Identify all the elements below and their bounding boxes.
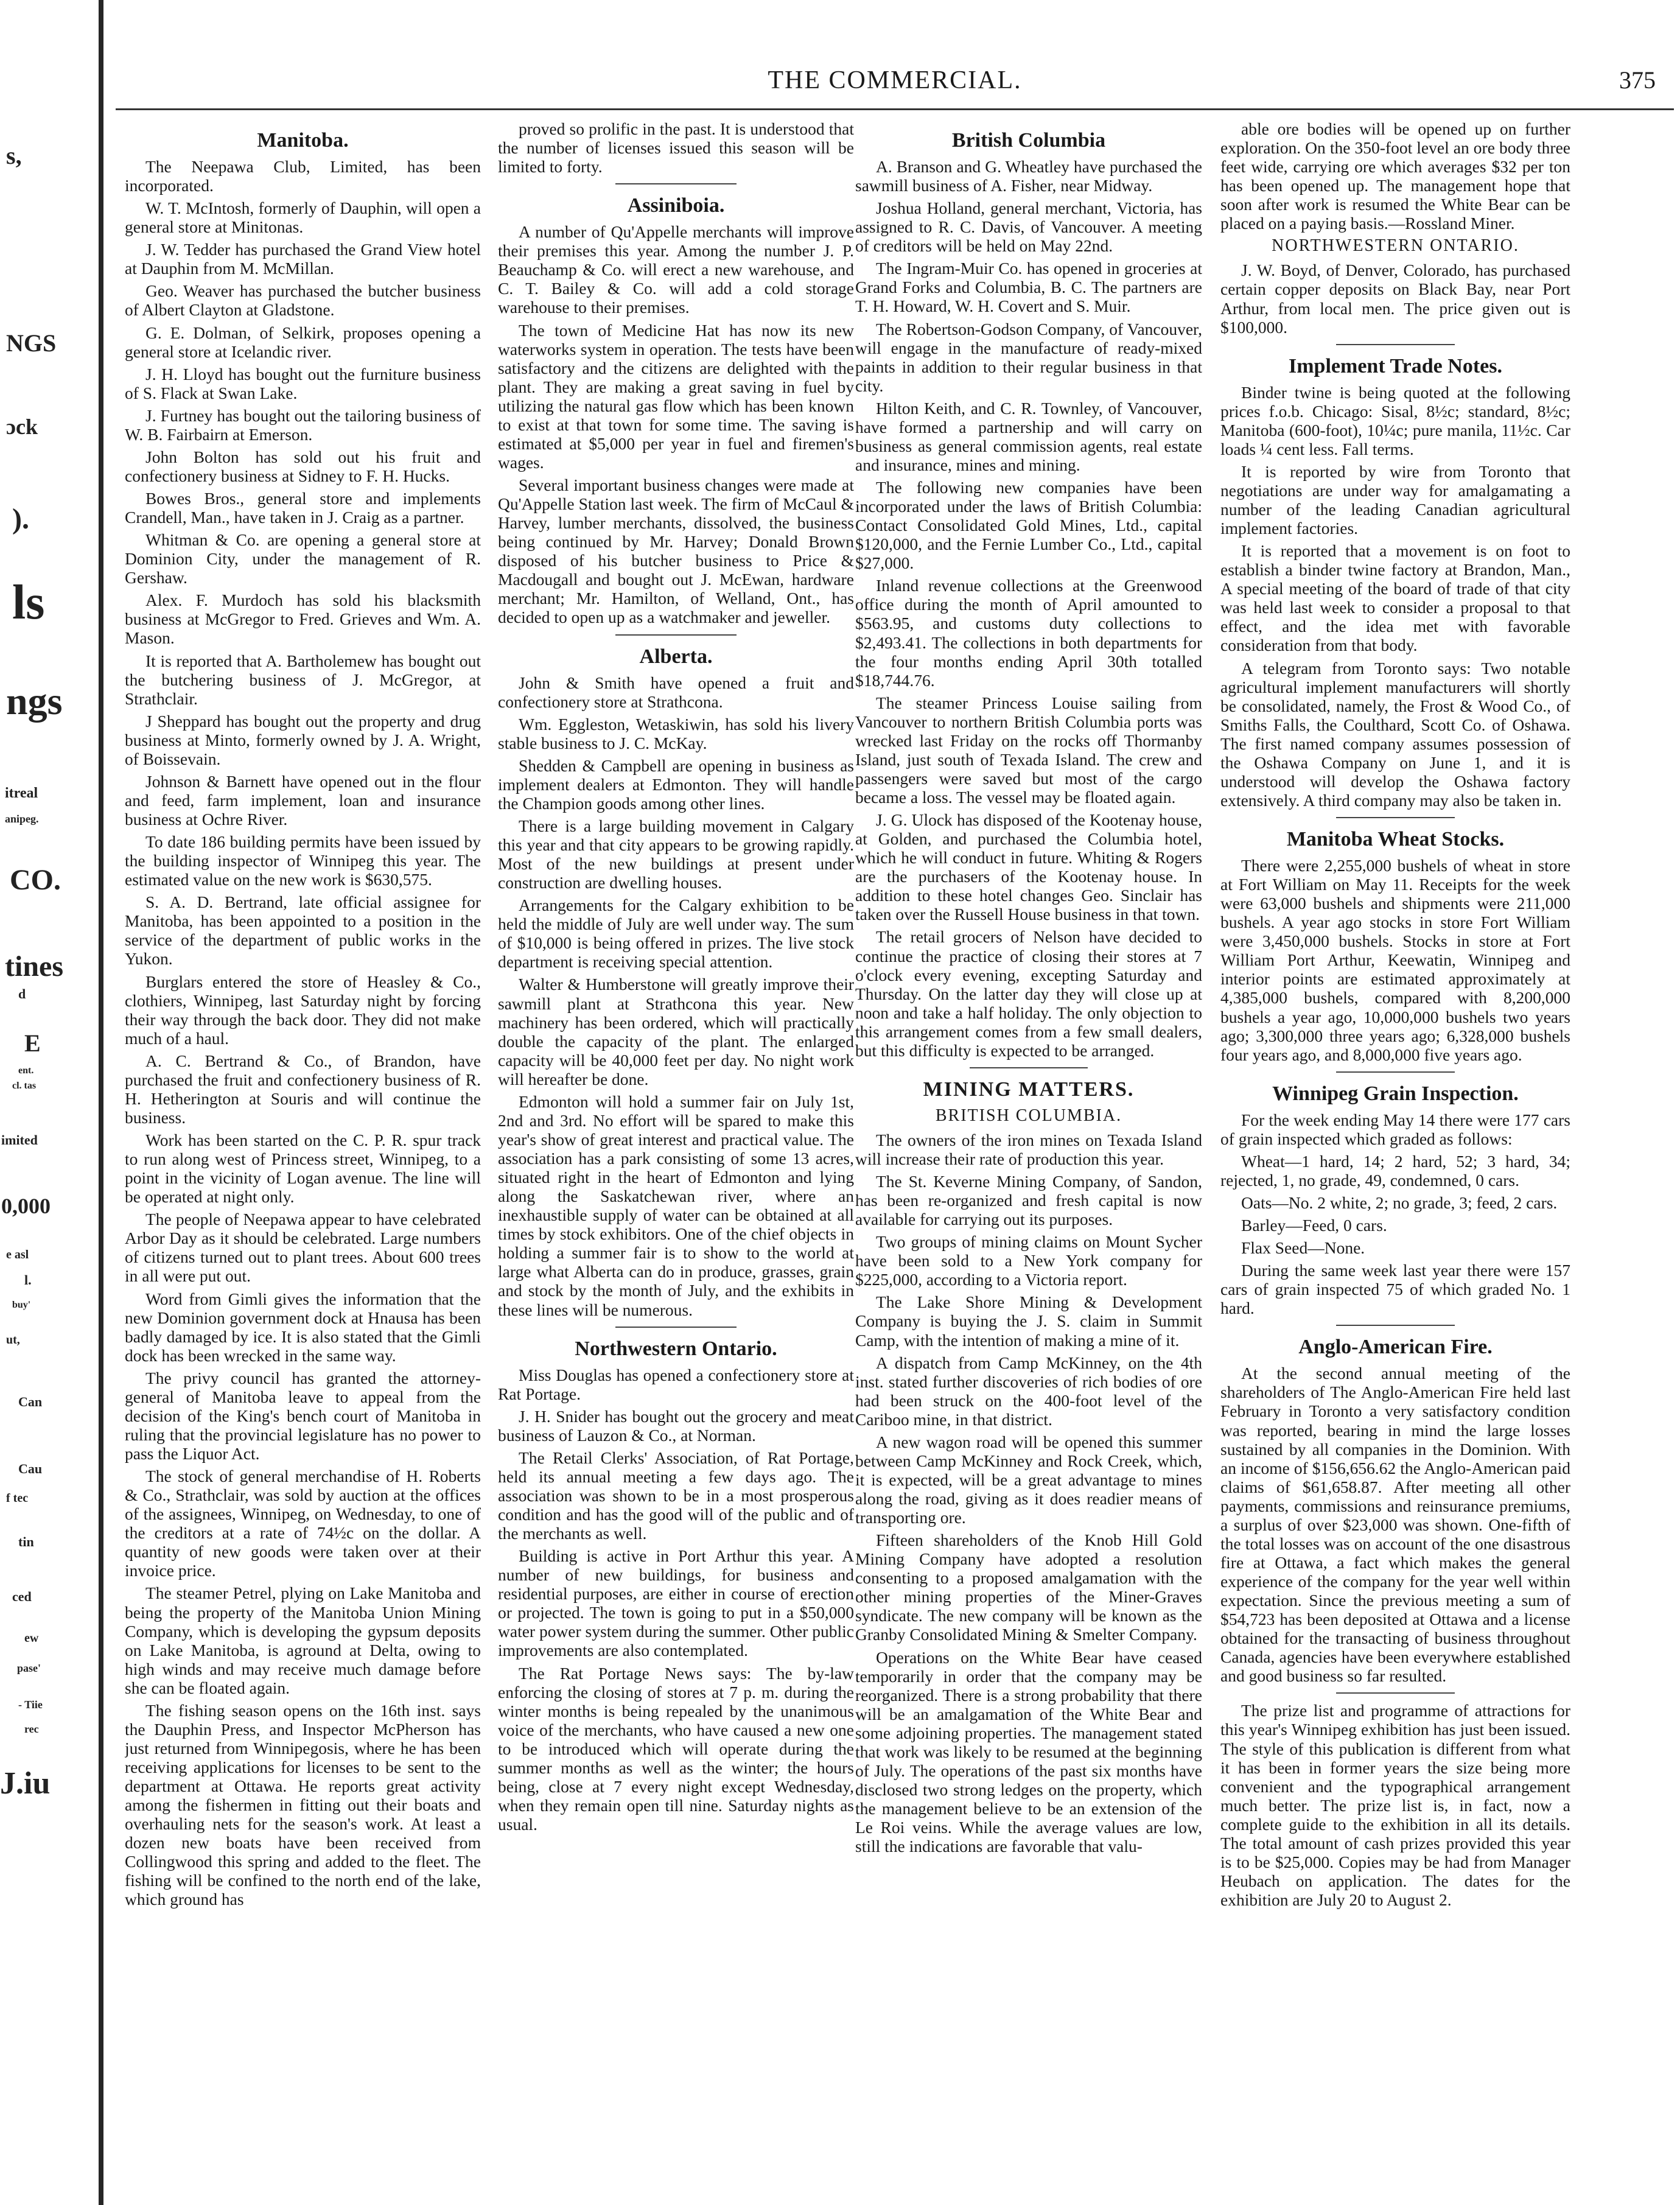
article-paragraph: The retail grocers of Nelson have decided to continue the practice of closing their stores at 7 o'clock every evening, excepting Saturday and Thursday. On the latter day they will close up at noon and take a half holiday. The only objection to this arrangement comes from a few small dealers, but this difficulty is expected to be arranged.: [855, 927, 1202, 1060]
section-heading-manitoba: Manitoba.: [257, 129, 349, 152]
article-paragraph: The steamer Petrel, plying on Lake Manitoba and being the property of the Manitoba Union Mining Company, which is developing the gypsum deposits on Lake Manitoba, is aground at Delta, owing to high winds and may receive much damage before she can be floated again.: [125, 1583, 481, 1697]
section-heading-northwestern-ontario: Northwestern Ontario.: [575, 1337, 777, 1360]
article-paragraph: The owners of the iron mines on Texada Island will increase their rate of production this year.: [855, 1130, 1202, 1168]
article-paragraph: Alex. F. Murdoch has sold his blacksmith business at McGregor to Fred. Grieves and Wm. A. Mason.: [125, 591, 481, 648]
column-2: [498, 119, 854, 2189]
margin-fragment: f tec: [6, 1492, 29, 1505]
margin-fragment: ɔck: [6, 415, 38, 439]
article-paragraph: A dispatch from Camp McKinney, on the 4th inst. stated further discoveries of rich bodies of ore had been struck on the 400-foot level of the Cariboo mine, in that district.: [855, 1353, 1202, 1429]
column-1: [125, 119, 481, 2189]
article-paragraph: Work has been started on the C. P. R. spur track to run along west of Princess street, Winnipeg, to a point in the vicinity of Logan avenue. The line will be operated at night only.: [125, 1131, 481, 1207]
article-paragraph: Operations on the White Bear have ceased temporarily in order that the company may be reorganized. There is a strong probability that there will be an amalgamation of the White Bear and some adjoining properties. The management stated that work was likely to be resumed at the beginning of July. The operations of the past six months have disclosed two strong ledges on the property, which the management believe to be an extension of the Le Roi veins. While the average values are low, still the indications are favorable that valu-: [855, 1647, 1202, 1856]
article-paragraph: A telegram from Toronto says: Two notable agricultural implement manufacturers will shortly be consolidated, namely, the Frost & Wood Co., of Smiths Falls, the Coulthard, Scott Co. of Oshawa. The first named company assumes possession of the Oshawa Company on June 1, and it is understood will develop the Oshawa factory extensively. A third company may also be taken in.: [1220, 658, 1570, 810]
column-4: [1220, 119, 1570, 2189]
margin-fragment: pase': [17, 1662, 41, 1674]
margin-fragment: E: [24, 1029, 41, 1057]
section-heading-assiniboia: Assiniboia.: [627, 194, 725, 217]
facing-page-margin: [0, 0, 116, 2205]
section-heading-winnipeg-grain-inspection: Winnipeg Grain Inspection.: [1272, 1082, 1519, 1105]
article-paragraph: There is a large building movement in Calgary this year and that city appears to be growing rapidly. Most of the new buildings at present under construction are dwelling houses.: [498, 816, 854, 892]
article-paragraph: The people of Neepawa appear to have celebrated Arbor Day as it should be celebrated. Large numbers of citizens turned out to plant trees. About 600 trees in all were put out.: [125, 1210, 481, 1286]
section-divider: [1336, 1692, 1455, 1694]
article-paragraph: The prize list and programme of attractions for this year's Winnipeg exhibition has just been issued. The style of this publication is different from what it has been in former years the size being more convenient and the typographical arrangement much better. The prize list is, in fact, now a complete guide to the exhibition in all its details. The total amount of cash prizes provided this year is to be $25,000. Copies may be had from Manager Heubach on application. The dates for the exhibition are July 20 to August 2.: [1220, 1701, 1570, 1909]
article-paragraph: Hilton Keith, and C. R. Townley, of Vancouver, have formed a partnership and will carry on business as general commission agents, real estate and insurance, mines and mining.: [855, 398, 1202, 474]
article-paragraph: The town of Medicine Hat has now its new waterworks system in operation. The tests have been satisfactory and the citizens are delighted with the plant. They are making a great saving in fuel by utilizing the natural gas flow which has been known to exist at that town for some time. The saving is estimated at $5,000 per year in fuel and firemen's wages.: [498, 320, 854, 472]
article-paragraph: The fishing season opens on the 16th inst. says the Dauphin Press, and Inspector McPherson has just returned from Winnipegosis, where he has been receiving applications for licenses to be sent to the department at Ottawa. He reports great activity among the fishermen in fitting out their boats and overhauling nets for the season's work. At least a dozen new boats have been received from Collingwood this spring and added to the fleet. The fishing will be confined to the north end of the lake, which ground has: [125, 1700, 481, 1909]
article-paragraph: The Rat Portage News says: The by-law enforcing the closing of stores at 7 p. m. during the winter months is being repealed by the unanimous voice of the merchants, who have caused a new one to be introduced which will operate during the summer months as well as the winter; the hours being, close at 7 every night except Wednesday, when they remain open till nine. Saturday nights as usual.: [498, 1663, 854, 1834]
article-paragraph: It is reported that A. Bartholemew has bought out the butchering business of J. McGregor, at Strathclair.: [125, 651, 481, 708]
article-paragraph: For the week ending May 14 there were 177 cars of grain inspected which graded as follows:: [1220, 1110, 1570, 1148]
alberta-items: [498, 673, 854, 1319]
section-divider: [1336, 1071, 1455, 1073]
wheat-items: [1220, 856, 1570, 1064]
margin-fragment: CO.: [10, 864, 61, 896]
article-paragraph: A. Branson and G. Wheatley have purchased the sawmill business of A. Fisher, near Midway.: [855, 157, 1202, 195]
article-paragraph: Several important business changes were made at Qu'Appelle Station last week. The firm of McCaul & Harvey, lumber merchants, dissolved, the business being continued by Mr. Harvey; Donald Brown disposed of his butcher business to Price & Macdougall and bought out J. McEwan, hardware merchant; Mr. Hamilton, of Welland, Ont., has decided to open up as a watchmaker and jeweller.: [498, 475, 854, 627]
article-paragraph: Whitman & Co. are opening a general store at Dominion City, under the management of R. Gershaw.: [125, 530, 481, 587]
assiniboia-items: [498, 222, 854, 626]
article-paragraph: Binder twine is being quoted at the following prices f.o.b. Chicago: Sisal, 8½c; standard, 8½c; Manitoba (600-foot), 10¼c; pure manila, 11½c. Car loads ¼ cent less. Fall terms.: [1220, 382, 1570, 458]
continued-paragraph: proved so prolific in the past. It is understood that the number of licenses issued this season will be limited to forty.: [498, 119, 854, 177]
margin-fragment: NGS: [6, 329, 57, 357]
margin-fragment: ls: [12, 576, 45, 629]
article-paragraph: Bowes Bros., general store and implements Crandell, Man., have taken in J. Craig as a partner.: [125, 489, 481, 527]
article-paragraph: At the second annual meeting of the shareholders of The Anglo-American Fire held last February in Toronto a very satisfactory condition was reported, bearing in mind the large losses sustained by all companies in the Dominion. With an income of $156,656.62 the Anglo-American paid claims of $61,658.87. After meeting all other payments, commissions and reinsurance premiums, a surplus of over $23,000 was shown. One-fifth of the total losses was on account of the one disastrous fire at Ottawa, a fact which makes the general experience of the company for the year well within expectation. Since the previous meeting a sum of $54,723 has been deposited at Ottawa and a license obtained for the transacting of business throughout Canada, agencies have been everywhere established and good business so far resulted.: [1220, 1364, 1570, 1686]
article-paragraph: Johnson & Barnett have opened out in the flour and feed, farm implement, loan and insurance business at Ochre River.: [125, 771, 481, 829]
article-paragraph: There were 2,255,000 bushels of wheat in store at Fort William on May 11. Receipts for the week were 63,000 bushels and shipments were 211,000 bushels. A year ago stocks in store Fort William were 3,450,000 bushels. Stocks in store at Fort William Port Arthur, Keewatin, Winnipeg and interior points are estimated approximately at 4,385,000 bushels, compared with 8,200,000 bushels a year ago, 10,000,000 bushels two years ago; 3,300,000 three years ago; 6,328,000 bushels four years ago, and 8,000,000 five years ago.: [1220, 856, 1570, 1064]
running-head: [116, 66, 1674, 110]
margin-fragment: ew: [24, 1632, 39, 1645]
article-paragraph: Joshua Holland, general merchant, Victoria, has assigned to R. C. Davis, of Vancouver. A meeting of creditors will be held on May 22nd.: [855, 198, 1202, 256]
article-paragraph: Barley—Feed, 0 cars.: [1241, 1216, 1387, 1235]
margin-fragment: 0,000: [1, 1194, 51, 1218]
grain-items: [1220, 1110, 1570, 1318]
margin-fragment: d: [18, 986, 26, 1001]
article-paragraph: The steamer Princess Louise sailing from Vancouver to northern British Columbia ports was wrecked last Friday on the rocks off Thormanby Island, just south of Texada Island. The crew and passengers were saved but most of the cargo became a loss. The vessel may be floated again.: [855, 693, 1202, 807]
article-paragraph: J. H. Lloyd has bought out the furniture business of S. Flack at Swan Lake.: [125, 364, 481, 402]
section-divider: [970, 1067, 1088, 1068]
margin-fragment: itreal: [5, 785, 38, 801]
article-paragraph: W. T. McIntosh, formerly of Dauphin, will open a general store at Minitonas.: [125, 198, 481, 237]
column-3: [855, 119, 1202, 2189]
article-paragraph: J. H. Snider has bought out the grocery and meat business of Lauzon & Co., at Norman.: [498, 1406, 854, 1445]
article-paragraph: J. W. Tedder has purchased the Grand View hotel at Dauphin from M. McMillan.: [125, 240, 481, 278]
article-paragraph: John & Smith have opened a fruit and confectionery store at Strathcona.: [498, 673, 854, 711]
article-paragraph: It is reported that a movement is on foot to establish a binder twine factory at Brandon, Man., A special meeting of the board of trade of that city was held last week to consider a proposal to that effect, and the idea met with favorable consideration from that body.: [1220, 541, 1570, 655]
margin-fragment: ut,: [6, 1333, 20, 1347]
article-paragraph: Two groups of mining claims on Mount Sycher have been sold to a New York company for $225,000, according to a Victoria report.: [855, 1232, 1202, 1289]
subheading-northwestern-ontario: NORTHWESTERN ONTARIO.: [1272, 236, 1519, 256]
margin-fragment: ced: [12, 1589, 32, 1604]
article-paragraph: The Robertson-Godson Company, of Vancouver, will engage in the manufacture of ready-mixed paints in addition to their regular business in that city.: [855, 319, 1202, 395]
section-divider: [615, 634, 737, 636]
mining-items: [855, 1131, 1202, 1856]
margin-fragment: cl. tas: [12, 1081, 37, 1091]
page-title: THE COMMERCIAL.: [768, 66, 1022, 94]
article-paragraph: The stock of general merchandise of H. Roberts & Co., Strathclair, was sold by auction at the offices of the assignees, Winnipeg, on Wednesday, to one of the creditors at a rate of 74½c on the dollar. A quantity of new goods were taken over at their invoice price.: [125, 1467, 481, 1580]
margin-fragment: e asl: [6, 1248, 29, 1261]
anglo-items: [1220, 1364, 1570, 1685]
section-heading-manitoba-wheat-stocks: Manitoba Wheat Stocks.: [1286, 828, 1505, 850]
article-paragraph: Wm. Eggleston, Wetaskiwin, has sold his livery stable business to J. C. McKay.: [498, 714, 854, 752]
article-paragraph: The privy council has granted the attorney-general of Manitoba leave to appeal from the decision of the King's bench court of Manitoba in ruling that the provincial legislature has no power to pass the Liquor Act.: [125, 1368, 481, 1463]
northwestern-ontario-items: [498, 1365, 854, 1834]
margin-fragment: - Tiie: [18, 1698, 43, 1711]
section-divider: [1336, 344, 1455, 345]
section-divider: [1336, 1325, 1455, 1326]
nwo-items: [1220, 261, 1570, 336]
article-paragraph: John Bolton has sold out his fruit and confectionery business at Sidney to F. H. Hucks.: [125, 447, 481, 485]
article-paragraph: Fifteen shareholders of the Knob Hill Gold Mining Company have adopted a resolution consenting to a proposed amalgamation with the other mining properties of the Miner-Graves syndicate. The new company will be known as the Granby Consolidated Mining & Smelter Company.: [855, 1530, 1202, 1644]
continued-paragraph: able ore bodies will be opened up on further exploration. On the 350-foot level an ore body three feet wide, carrying ore which averages $32 per ton has been opened up. The management hope that soon after work is resumed the White Bear can be placed on a paying basis.—Rossland Miner.: [1220, 119, 1570, 233]
section-heading-british-columbia: British Columbia: [951, 129, 1106, 152]
margin-fragment: tines: [5, 950, 63, 983]
article-paragraph: A number of Qu'Appelle merchants will improve their premises this year. Among the number J. P. Beauchamp & Co. will erect a new warehouse, and C. T. Bailey & Co. will add a cold storage warehouse to their premises.: [498, 222, 854, 317]
article-paragraph: The Neepawa Club, Limited, has been incorporated.: [125, 157, 481, 195]
article-paragraph: J Sheppard has bought out the property and drug business at Minto, formerly owned by J. A. Wright, of Boissevain.: [125, 711, 481, 768]
margin-fragment: rec: [24, 1723, 39, 1735]
article-paragraph: J. W. Boyd, of Denver, Colorado, has purchased certain copper deposits on Black Bay, near Port Arthur, from local men. The price given out is $100,000.: [1220, 261, 1570, 337]
article-paragraph: Word from Gimli gives the information that the new Dominion government dock at Hnausa has been badly damaged by ice. It is also stated that the Gimli dock has been wrecked in the same way.: [125, 1289, 481, 1365]
margin-fragment: ngs: [6, 679, 63, 723]
british-columbia-items: [855, 157, 1202, 1060]
article-paragraph: A new wagon road will be opened this summer between Camp McKinney and Rock Creek, which, it is expected, will be a great advantage to mines along the road, giving as it does readier means of transporting ore.: [855, 1432, 1202, 1527]
margin-fragment: ent.: [18, 1065, 34, 1076]
section-heading-anglo-american-fire: Anglo-American Fire.: [1298, 1336, 1493, 1359]
article-paragraph: Geo. Weaver has purchased the butcher business of Albert Clayton at Gladstone.: [125, 281, 481, 320]
article-paragraph: G. E. Dolman, of Selkirk, proposes opening a general store at Icelandic river.: [125, 323, 481, 361]
article-paragraph: Wheat—1 hard, 14; 2 hard, 52; 3 hard, 34; rejected, 1, no grade, 49, condemned, 0 cars.: [1220, 1151, 1570, 1190]
article-paragraph: J. Furtney has bought out the tailoring business of W. B. Fairbairn at Emerson.: [125, 405, 481, 444]
article-paragraph: It is reported by wire from Toronto that negotiations are under way for amalgamating a number of the leading Canadian agricultural implement factories.: [1220, 461, 1570, 538]
article-paragraph: Miss Douglas has opened a confectionery store at Rat Portage.: [498, 1365, 854, 1403]
article-paragraph: During the same week last year there were 157 cars of grain inspected 75 of which graded No. 1 hard.: [1220, 1261, 1570, 1318]
margin-fragment: Can: [18, 1394, 43, 1409]
margin-fragment: buy': [12, 1300, 31, 1310]
section-divider: [1336, 817, 1455, 818]
article-paragraph: S. A. D. Bertrand, late official assignee for Manitoba, has been appointed to a position in the service of the department of public works in the Yukon.: [125, 892, 481, 969]
article-paragraph: The Lake Shore Mining & Development Company is buying the J. S. claim in Summit Camp, with the intention of making a mine of it.: [855, 1292, 1202, 1350]
article-paragraph: The St. Keverne Mining Company, of Sandon, has been re-organized and fresh capital is now available for carrying out its purposes.: [855, 1172, 1202, 1229]
margin-fragment: J.iu: [0, 1766, 51, 1801]
implement-items: [1220, 383, 1570, 810]
margin-fragment: tin: [18, 1534, 34, 1549]
article-paragraph: Oats—No. 2 white, 2; no grade, 3; feed, 2 cars.: [1241, 1193, 1558, 1212]
margin-fragment: l.: [24, 1272, 32, 1288]
prize-list-items: [1220, 1701, 1570, 1909]
manitoba-items: [125, 157, 481, 1909]
margin-fragment: ).: [12, 503, 29, 535]
article-paragraph: A. C. Bertrand & Co., of Brandon, have purchased the fruit and confectionery business of R. H. Hetherington at Souris and will continue the business.: [125, 1051, 481, 1127]
article-paragraph: Building is active in Port Arthur this year. A number of new buildings, for business and residential purposes, are either in course of erection or projected. The town is going to put in a $50,000 water power system during the summer. Other public improvements are also contemplated.: [498, 1546, 854, 1660]
article-paragraph: To date 186 building permits have been issued by the building inspector of Winnipeg this year. The estimated value on the new work is $630,575.: [125, 832, 481, 889]
article-paragraph: The following new companies have been incorporated under the laws of British Columbia: Contact Consolidated Gold Mines, Ltd., capital $120,000, and the Fernie Lumber Co., Ltd., capital $27,000.: [855, 478, 1202, 573]
subheading-british-columbia: BRITISH COLUMBIA.: [935, 1106, 1122, 1125]
section-heading-implement-trade-notes: Implement Trade Notes.: [1289, 354, 1502, 377]
section-divider: [615, 1327, 737, 1328]
page-number: 375: [1619, 66, 1656, 94]
section-heading-alberta: Alberta.: [639, 645, 713, 668]
article-paragraph: Inland revenue collections at the Greenwood office during the month of April amounted to $563.95, and customs duty collections to $2,493.41. The collections in both departments for the four months ending April 30th totalled $18,744.76.: [855, 576, 1202, 690]
section-heading-mining-matters: MINING MATTERS.: [923, 1078, 1135, 1101]
article-paragraph: Arrangements for the Calgary exhibition to be held the middle of July are well under way. The sum of $10,000 is being offered in prizes. The live stock department is receiving special attention.: [498, 896, 854, 972]
margin-fragment: imited: [1, 1132, 38, 1148]
margin-fragment: anipeg.: [5, 813, 39, 825]
article-paragraph: Edmonton will hold a summer fair on July 1st, 2nd and 3rd. No effort will be spared to make this year's show of great interest and practical value. The association has a park consisting of some 13 acres, situated right in the heart of Edmonton and lying along the Saskatchewan river, where an inexhaustible supply of water can be obtained at all times by stock exhibitors. One of the chief objects in holding a summer fair is to show to the world at large what Alberta can do in produce, grasses, grain and stock by the month of July, and the exhibits in these lines will be numerous.: [498, 1092, 854, 1319]
article-paragraph: The Ingram-Muir Co. has opened in groceries at Grand Forks and Columbia, B. C. The partners are T. H. Howard, W. H. Covert and S. Muir.: [855, 259, 1202, 316]
article-paragraph: Flax Seed—None.: [1241, 1238, 1365, 1258]
page-gutter-rule: [99, 0, 103, 2205]
margin-fragment: s,: [6, 142, 22, 169]
article-paragraph: J. G. Ulock has disposed of the Kootenay house, at Golden, and purchased the Columbia hotel, which he will conduct in future. Whiting & Rogers are the purchasers of the Kootenay house. In addition to these hotel changes Geo. Sinclair has taken over the Russell House business in that town.: [855, 810, 1202, 924]
margin-fragment: Cau: [18, 1461, 43, 1476]
section-divider: [615, 183, 737, 184]
article-paragraph: Burglars entered the store of Heasley & Co., clothiers, Winnipeg, last Saturday night by forcing their way through the back door. They did not make much of a haul.: [125, 972, 481, 1048]
article-paragraph: Walter & Humberstone will greatly improve their sawmill plant at Strathcona this year. New machinery has been ordered, which will practically double the capacity of the plant. The enlarged capacity will be 40,000 feet per day. No night work will hereafter be done.: [498, 975, 854, 1088]
article-paragraph: Shedden & Campbell are opening in business as implement dealers at Edmonton. They will handle the Champion goods among other lines.: [498, 755, 854, 813]
article-paragraph: The Retail Clerks' Association, of Rat Portage, held its annual meeting a few days ago. The association was shown to be in a most prosperous condition and has the good will of the public and of the merchants as well.: [498, 1448, 854, 1543]
